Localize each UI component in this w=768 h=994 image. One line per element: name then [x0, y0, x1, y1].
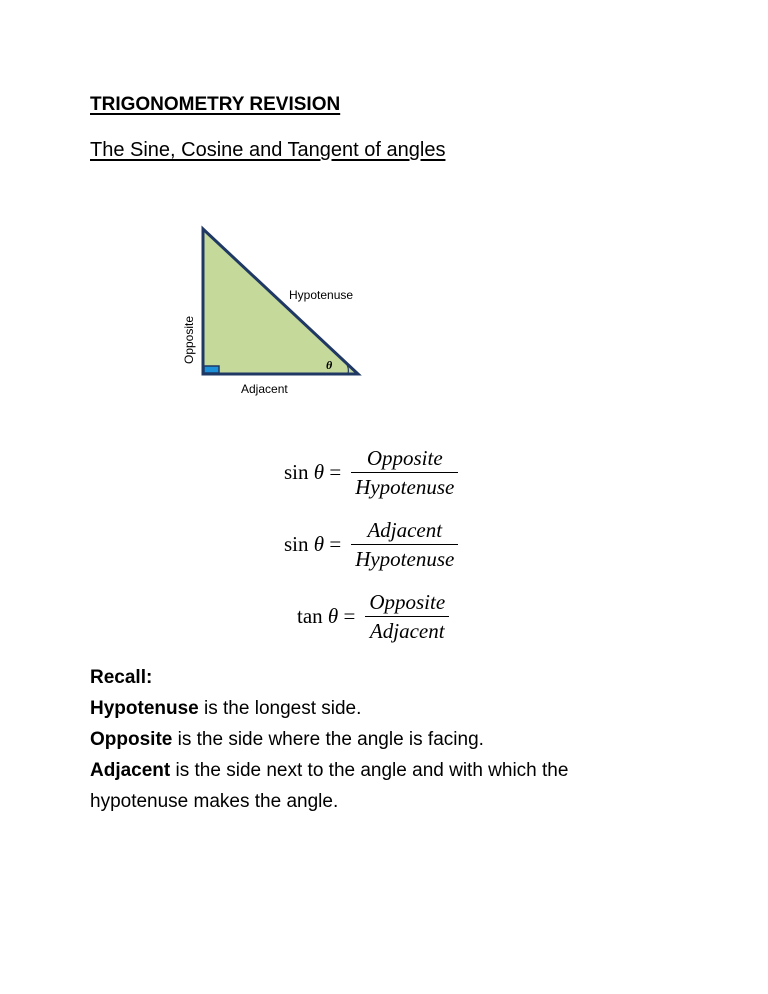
page-title: TRIGONOMETRY REVISION — [90, 94, 341, 115]
recall-heading — [90, 662, 568, 693]
recall-term: Hypotenuse — [90, 698, 199, 719]
tangent-lhs — [297, 604, 355, 629]
sine-numerator: Opposite — [366, 446, 443, 470]
recall-line-hypotenuse — [90, 693, 568, 724]
adjacent-label: Adjacent — [241, 382, 288, 396]
second-sine-formula — [284, 516, 458, 573]
right-triangle-diagram — [170, 218, 370, 403]
recall-text: is the side where the angle is facing. — [172, 729, 484, 750]
equals-sign: = — [329, 532, 342, 556]
recall-text: hypotenuse makes the angle. — [90, 791, 339, 812]
recall-line-continuation — [90, 786, 568, 817]
tangent-formula — [297, 588, 449, 645]
recall-heading-text: Recall: — [90, 667, 153, 688]
theta-label: θ — [326, 358, 333, 372]
sine-variable: θ — [313, 460, 325, 484]
sine-denominator: Hypotenuse — [355, 475, 455, 499]
tangent-denominator: Adjacent — [369, 619, 445, 643]
recall-line-adjacent — [90, 755, 568, 786]
sine-formula — [284, 444, 458, 501]
second-sine-denominator: Hypotenuse — [355, 547, 455, 571]
recall-term: Adjacent — [90, 760, 171, 781]
recall-line-opposite — [90, 724, 568, 755]
sine-lhs — [284, 460, 341, 485]
tangent-fraction — [365, 588, 449, 645]
hypotenuse-label: Hypotenuse — [289, 288, 354, 302]
equals-sign: = — [343, 604, 356, 628]
tangent-variable: θ — [327, 604, 339, 628]
equals-sign: = — [329, 460, 342, 484]
sine-function-name: sin — [284, 460, 309, 484]
right-angle-marker — [204, 366, 219, 373]
second-sine-variable: θ — [313, 532, 325, 556]
sine-fraction — [351, 444, 458, 501]
recall-section — [90, 662, 568, 817]
tangent-function-name: tan — [297, 604, 323, 628]
recall-text: is the longest side. — [198, 698, 362, 719]
second-sine-numerator: Adjacent — [367, 518, 443, 542]
recall-text: is the side next to the angle and with which the — [170, 760, 569, 781]
second-sine-lhs — [284, 532, 341, 557]
page-subtitle: The Sine, Cosine and Tangent of angles — [90, 139, 446, 161]
second-sine-function-name: sin — [284, 532, 309, 556]
tangent-numerator: Opposite — [369, 590, 446, 614]
second-sine-fraction — [351, 516, 458, 573]
recall-term: Opposite — [90, 729, 173, 750]
opposite-label: Opposite — [182, 315, 196, 364]
